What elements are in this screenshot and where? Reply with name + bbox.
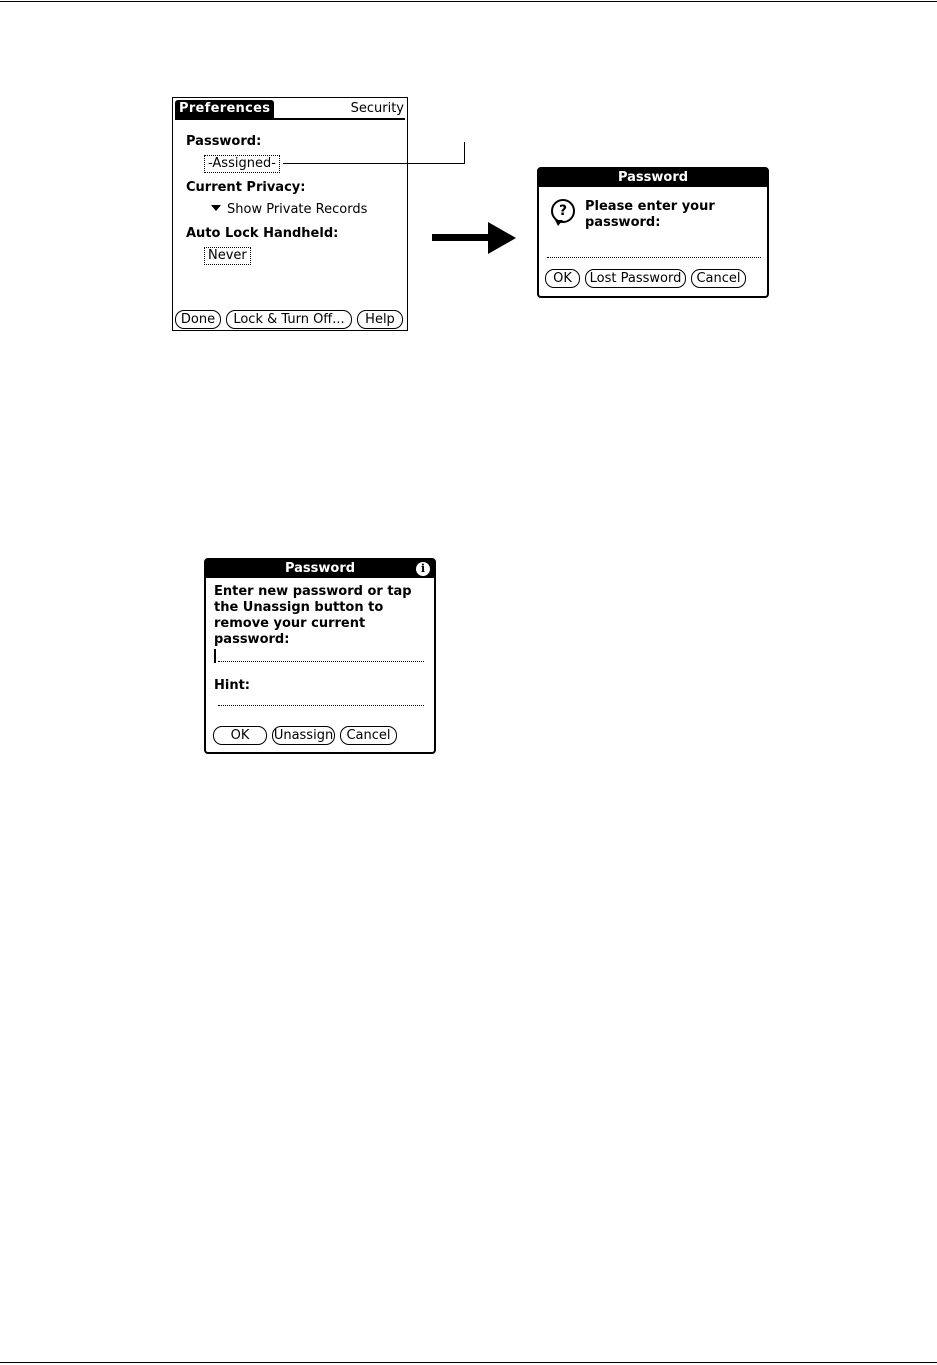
dialog-message-line3: remove your current [214, 616, 366, 631]
cancel-button[interactable]: Cancel [691, 269, 746, 288]
right-arrow-icon [488, 222, 516, 254]
security-preferences-screen [172, 97, 408, 331]
panel-name-picker[interactable]: Security [350, 101, 404, 116]
text-cursor [214, 649, 216, 663]
new-password-dialog [204, 558, 436, 754]
dialog-message-line2: password: [585, 215, 661, 230]
ok-button[interactable]: OK [545, 269, 580, 288]
hint-input[interactable] [218, 705, 424, 706]
lost-password-button[interactable]: Lost Password [585, 269, 686, 288]
info-icon[interactable]: i [416, 562, 430, 576]
hint-label: Hint: [214, 678, 251, 693]
current-privacy-label: Current Privacy: [186, 180, 306, 195]
cancel-button[interactable]: Cancel [340, 726, 397, 745]
bottom-rule [0, 1362, 937, 1363]
dialog-message-line4: password: [214, 632, 290, 647]
enter-password-dialog [537, 167, 769, 298]
callout-line [283, 163, 465, 164]
unassign-button[interactable]: Unassign [273, 728, 334, 743]
new-password-input[interactable] [218, 661, 424, 662]
auto-lock-selector[interactable]: Never [204, 247, 251, 265]
privacy-popup-trigger[interactable] [211, 202, 367, 217]
dialog-title: Password [206, 560, 434, 578]
dropdown-triangle-icon [211, 205, 221, 211]
top-rule [0, 1, 937, 2]
dialog-title: Password [539, 169, 767, 187]
title-underline [175, 118, 405, 120]
password-input[interactable] [547, 257, 761, 258]
dialog-message-line1: Enter new password or tap [214, 584, 412, 599]
done-button[interactable]: Done [175, 310, 221, 329]
privacy-value: Show Private Records [227, 202, 368, 217]
question-icon: ? [551, 199, 575, 223]
dialog-message-line1: Please enter your [585, 199, 715, 214]
password-selector[interactable]: -Assigned- [204, 155, 280, 173]
dialog-message-line2: the Unassign button to [214, 600, 384, 615]
auto-lock-label: Auto Lock Handheld: [186, 226, 339, 241]
arrow-shaft [432, 234, 490, 241]
help-button[interactable]: Help [357, 310, 403, 329]
password-label: Password: [186, 134, 262, 149]
preferences-tab[interactable]: Preferences [175, 100, 274, 118]
callout-line-vertical [464, 142, 465, 164]
lock-turn-off-button[interactable]: Lock & Turn Off... [226, 310, 352, 329]
ok-button[interactable]: OK [213, 726, 267, 745]
